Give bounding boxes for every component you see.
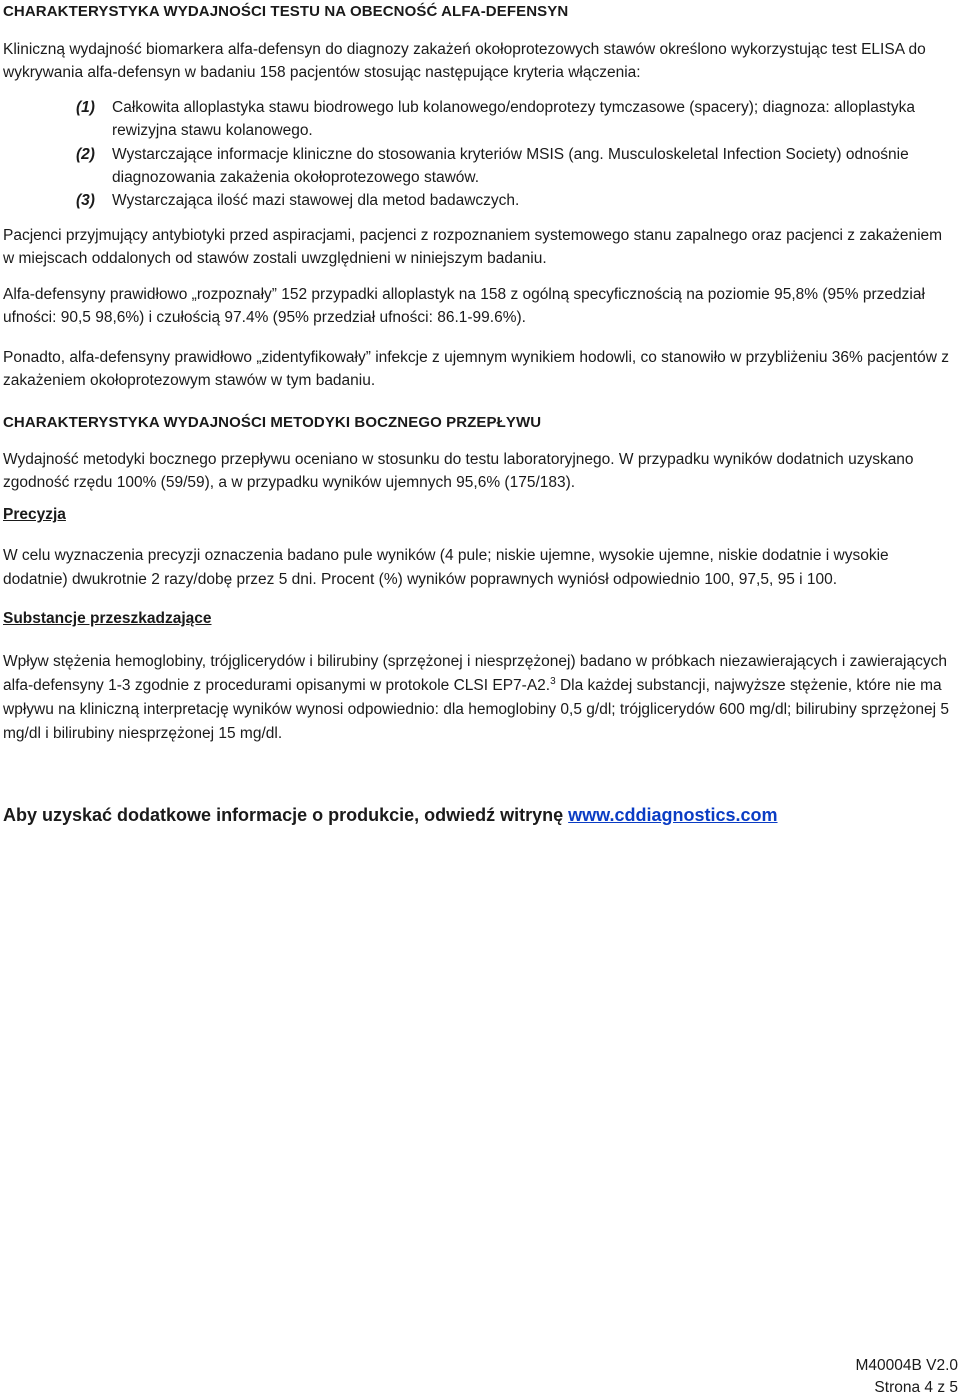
website-link[interactable]: www.cddiagnostics.com [568,805,778,825]
reference-superscript: 3 [550,675,556,687]
precision-paragraph: W celu wyznaczenia precyzji oznaczenia badano pule wyników (4 pule; niskie ujemne, wysokie ujemne, niskie dodatnie i wysokie dodatnie) dwukrotnie 2 razy/dobę przez 5 dni. Procent (%) wyników poprawnych wyniósł odpowiednio 100, 97,5, 95 i 100. [3,547,889,588]
more-info-text: Aby uzyskać dodatkowe informacje o produkcie, odwiedź witrynę [3,805,569,825]
precision-title: Precyzja [3,506,66,523]
section-heading-alpha-defensin: CHARAKTERYSTYKA WYDAJNOŚCI TESTU NA OBECNOŚĆ ALFA-DEFENSYN [3,3,569,20]
recognized-paragraph: Alfa-defensyny prawidłowo „rozpoznały” 152 przypadki alloplastyk na 158 z ogólną specyficznością na poziomie 95,8% (95% przedział ufności: 90,5 98,6%) i czułością 97.4% (95% przedział ufności: 86.1-99.6%). [3,286,925,326]
interfering-text-a: Wpływ stężenia hemoglobiny, trójglicerydów i bilirubiny (sprzężonej i niesprzężonej) badano w próbkach niezawierających i zawierających alfa-defensyny 1-3 zgodnie z procedurami opisanymi w protokole CLSI EP7-A2. [3,653,947,694]
performance-paragraph: Wydajność metodyki bocznego przepływu oceniano w stosunku do testu laboratoryjnego. W przypadku wyników dodatnich uzyskano zgodność rzędu 100% (59/59), a w przypadku wyników ujemnych 95,6% (175/183). [3,451,914,491]
footer-page-number: Strona 4 z 5 [874,1379,958,1396]
criteria-item-2 [76,143,952,189]
interfering-title: Substancje przeszkadzające [3,610,212,627]
identified-paragraph: Ponadto, alfa-defensyny prawidłowo „zidentyfikowały” infekcje z ujemnym wynikiem hodowli, co stanowiło w przybliżeniu 36% pacjentów z zakażeniem okołoprotezowym stawów w tym badaniu. [3,349,949,389]
criteria-text: Całkowita alloplastyka stawu biodrowego lub kolanowego/endoprotezy tymczasowe (spacery); diagnoza: alloplastyka rewizyjna stawu kolanowego. [112,99,915,139]
criteria-number: (1) [76,99,95,116]
criteria-text: Wystarczające informacje kliniczne do stosowania kryteriów MSIS (ang. Musculoskeletal Infection Society) odnośnie diagnozowania zakażenia okołoprotezowego stawów. [112,146,909,186]
criteria-item-3 [76,189,952,212]
section-heading-lateral-flow: CHARAKTERYSTYKA WYDAJNOŚCI METODYKI BOCZNEGO PRZEPŁYWU [3,414,542,431]
more-info-line [3,805,952,826]
antibiotics-paragraph: Pacjenci przyjmujący antybiotyki przed aspiracjami, pacjenci z rozpoznaniem systemowego stanu zapalnego oraz pacjenci z zakażeniem w miejscach oddalonych od stawów zostali uwzględnieni w niniejszym badaniu. [3,227,943,267]
footer-doc-code: M40004B V2.0 [855,1357,958,1374]
interfering-text-b: Dla każdej substancji, najwyższe stężenie, które nie ma wpływu na kliniczną interpretację wyników wynosi odpowiednio: dla hemoglobiny 0,5 g/dl; trójglicerydów 600 mg/dl; bilirubiny sprzężonej 5 mg/dl i bilirubiny niesprzężonej 15 mg/dl. [3,677,949,742]
criteria-text: Wystarczająca ilość mazi stawowej dla metod badawczych. [112,192,520,209]
criteria-number: (2) [76,146,95,163]
intro-paragraph: Kliniczną wydajność biomarkera alfa-defensyn do diagnozy zakażeń okołoprotezowych stawów określono wykorzystując test ELISA do wykrywania alfa-defensyn w badaniu 158 pacjentów stosując następujące kryteria włączenia: [3,41,926,81]
criteria-item-1 [76,96,952,142]
interfering-paragraph [3,650,952,746]
criteria-number: (3) [76,192,95,209]
